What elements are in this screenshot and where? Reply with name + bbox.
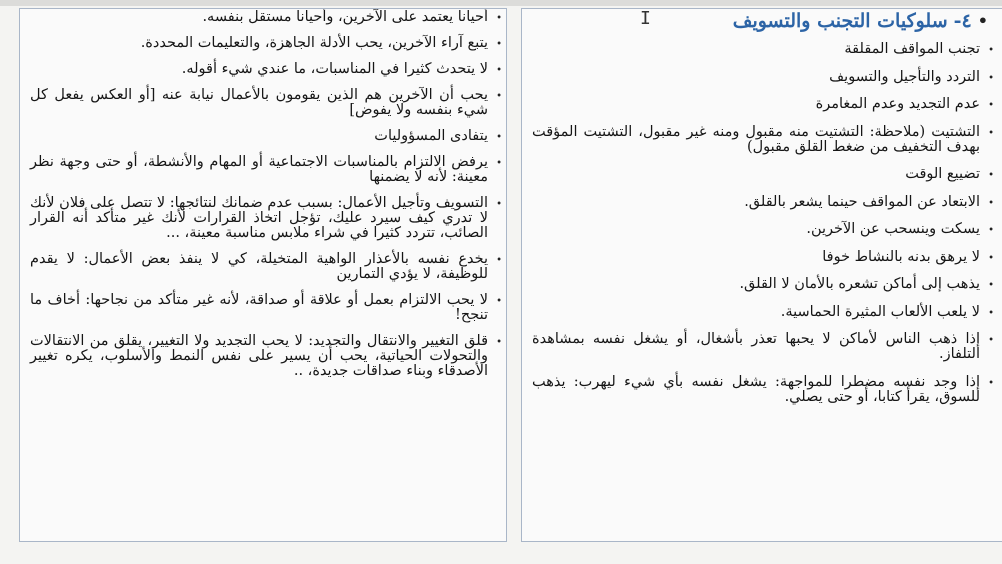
list-item [532,125,996,155]
list-item-text: أحيانا يعتمد على الآخرين، وأحيانا مستقل بنفسه. [202,9,488,25]
list-item-text: لا يتحدث كثيرا في المناسبات، ما عندي شيء أقوله. [181,61,488,77]
bullet-icon: • [496,158,502,169]
list-item [532,332,996,362]
bullet-icon: • [496,13,502,24]
list-item [532,375,996,405]
list-item-text: التسويف وتأجيل الأعمال: بسبب عدم ضمانك لنتائجها: لا تتصل على فلان لأنك لا تدري كيف سيرد عليك، تؤجل اتخاذ القرارات لأنك غير متأكد أنه القرار الصائب، تتردد كثيرا في شراء ملابس مناسبة معينة، ... [30,195,488,241]
list-item [532,222,996,237]
list-item-text: تضييع الوقت [905,166,980,182]
bullet-icon: • [988,197,994,209]
list-item [30,62,504,77]
list-item-text: يسكت وينسحب عن الآخرين. [806,221,980,237]
list-item-text: يتبع آراء الآخرين، يحب الأدلة الجاهزة، والتعليمات المحددة. [140,35,488,51]
list-item-text: التردد والتأجيل والتسويف [829,68,980,85]
list-item-text: يخدع نفسه بالأعذار الواهية المتخيلة، كي لا ينفذ بعض الأعمال: لا يقدم للوظيفة، لا يؤدي التمارين [30,251,488,282]
list-item-text: عدم التجديد وعدم المغامرة [815,96,980,112]
list-item [532,42,996,57]
bullet-icon: • [496,91,502,102]
right-bullet-list [522,42,1002,405]
list-item-text: قلق التغيير والانتقال والتجديد: لا يحب التجديد ولا التغيير، يقلق من الانتقالات والتحولات الحياتية، يحب أن يسير على نفس النمط والأسلوب، يكره تغيير الأصدقاء وبناء صداقات جديدة، .. [30,333,488,379]
bullet-icon: • [988,225,994,236]
top-strip [0,0,1002,6]
section-number: ٤- [953,10,972,32]
bullet-icon: • [496,65,502,76]
list-item-text: إذا وجد نفسه مضطرا للمواجهة: يشغل نفسه بأي شيء ليهرب: يذهب للسوق، يقرأ كتابا، أو حتى يصلي. [532,373,980,405]
list-item [532,70,996,85]
bullet-icon: • [496,296,502,307]
list-item-text: يحب أن الآخرين هم الذين يقومون بالأعمال نيابة عنه [أو العكس يفعل كل شيء بنفسه ولا يفوض] [30,87,488,118]
list-item-text: إذا ذهب الناس لأماكن لا يحبها تعذر بأشغال، أو يشغل نفسه بمشاهدة التلفاز. [532,331,980,362]
right-column-box [521,8,1002,542]
bullet-icon: • [496,337,502,348]
list-item [532,97,996,112]
list-item [30,252,504,282]
title-bullet: • [977,11,988,30]
list-item-text: يرفض الالتزام بالمناسبات الاجتماعية أو المهام والأنشطة، أو حتى وجهة نظر معينة: لأنه لا يضمنها [30,154,488,185]
bullet-icon: • [988,307,994,319]
bullet-icon: • [988,335,994,346]
bullet-icon: • [496,255,502,266]
bullet-icon: • [496,39,502,50]
list-item [30,10,504,25]
list-item [532,277,996,292]
bullet-icon: • [988,252,994,264]
bullet-icon: • [496,199,502,210]
list-item [30,129,504,144]
bullet-icon: • [988,72,994,84]
list-item-text: يذهب إلى أماكن تشعره بالأمان لا القلق. [739,276,980,292]
section-title-text: سلوكيات التجنب والتسويف [732,10,948,32]
list-item [532,305,996,320]
list-item [30,88,504,118]
list-item-text: لا يرهق بدنه بالنشاط خوفا [822,248,980,265]
list-item [30,196,504,241]
left-bullet-list [20,10,506,379]
bullet-icon: • [496,132,502,143]
section-title [522,9,1002,33]
left-column-box [19,8,507,542]
bullet-icon: • [988,127,994,139]
list-item-text: التشتيت (ملاحظة: التشتيت منه مقبول ومنه غير مقبول، التشتيت المؤقت بهدف التخفيف من ضغط القلق مقبول) [532,123,980,155]
list-item [30,334,504,379]
list-item-text: يتفادى المسؤوليات [374,128,488,144]
bullet-icon: • [988,377,994,389]
list-item [532,167,996,182]
list-item-text: تجنب المواقف المقلقة [844,41,980,57]
bullet-icon: • [988,45,994,56]
list-item-text: لا يحب الالتزام بعمل أو علاقة أو صداقة، لأنه غير متأكد من نجاحها: أخاف ما تنجح! [30,292,488,323]
list-item [30,36,504,51]
list-item-text: الابتعاد عن المواقف حينما يشعر بالقلق. [744,193,980,210]
list-item [30,293,504,323]
text-cursor-icon: I [640,8,651,29]
bullet-icon: • [988,100,994,111]
list-item-text: لا يلعب الألعاب المثيرة الحماسية. [780,303,980,320]
list-item [30,155,504,185]
bullet-icon: • [988,170,994,181]
list-item [532,250,996,265]
list-item [532,195,996,210]
bullet-icon: • [988,280,994,291]
